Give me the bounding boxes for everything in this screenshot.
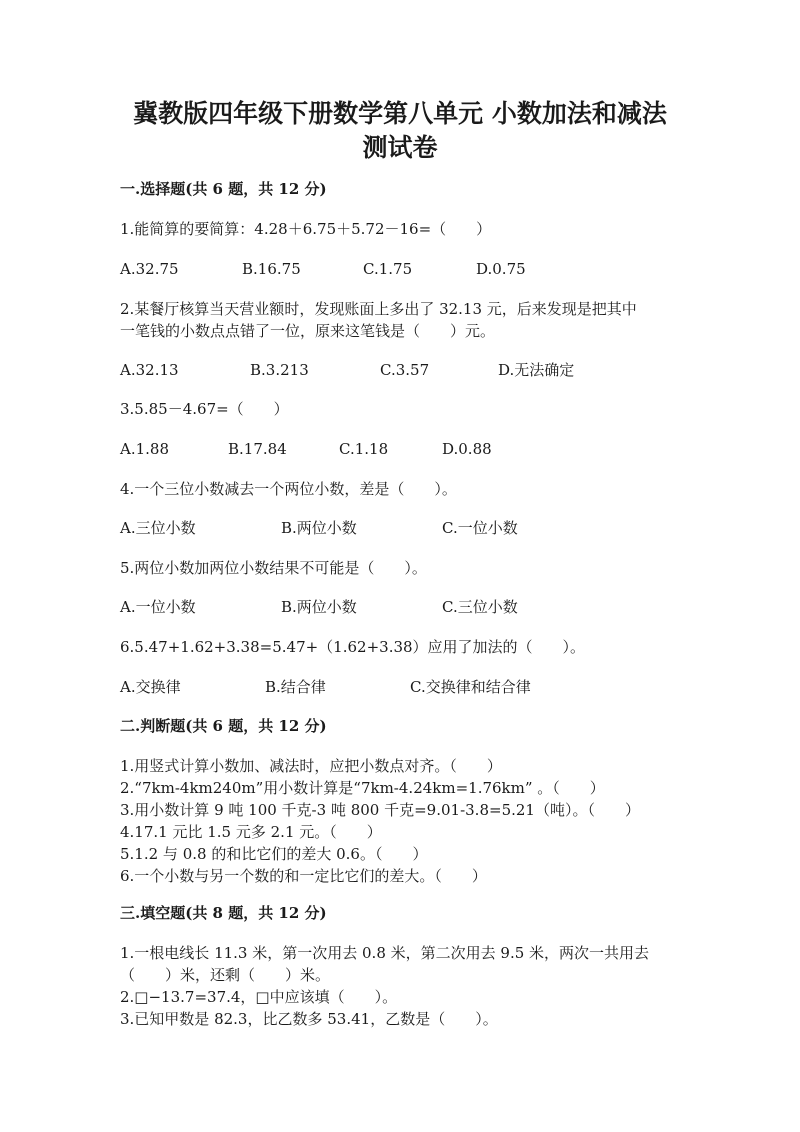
option-a: A.32.75 (120, 260, 179, 278)
option-c: C.1.75 (363, 260, 413, 278)
question-text: 2.某餐厅核算当天营业额时，发现账面上多出了 32.13 元，后来发现是把其中 (120, 300, 637, 318)
page-title-line2: 测试卷 (362, 133, 438, 162)
fill-blank-item-continued: （ ）米，还剩（ ）米。 (120, 966, 331, 984)
option-c: C.三位小数 (442, 598, 518, 616)
option-c: C.3.57 (380, 361, 430, 379)
fill-blank-item: 1.一根电线长 11.3 米，第一次用去 0.8 米，第二次用去 9.5 米，两次一共用去 (120, 944, 650, 962)
option-a: A.三位小数 (120, 519, 196, 537)
judgement-item: 5.1.2 与 0.8 的和比它们的差大 0.6。（ ） (120, 845, 428, 863)
option-b: B.结合律 (265, 678, 326, 696)
judgement-item: 1.用竖式计算小数加、减法时，应把小数点对齐。（ ） (120, 757, 502, 775)
question-text: 5.两位小数加两位小数结果不可能是（ ）。 (120, 559, 427, 577)
option-d: D.0.88 (442, 440, 492, 458)
option-a: A.32.13 (120, 361, 179, 379)
option-b: B.两位小数 (281, 598, 357, 616)
option-a: A.交换律 (120, 678, 181, 696)
option-d: D.0.75 (476, 260, 526, 278)
section-heading-true-false: 二.判断题(共 6 题，共 12 分) (120, 717, 327, 735)
option-d: D.无法确定 (498, 361, 575, 379)
question-text: 1.能简算的要简算：4.28＋6.75＋5.72－16=（ ） (120, 220, 492, 238)
question-text-continued: 一笔钱的小数点点错了一位，原来这笔钱是（ ）元。 (120, 322, 496, 340)
option-b: B.两位小数 (281, 519, 357, 537)
judgement-item: 4.17.1 元比 1.5 元多 2.1 元。（ ） (120, 823, 382, 841)
section-heading-fill-blank: 三.填空题(共 8 题，共 12 分) (120, 904, 327, 922)
option-c: C.1.18 (339, 440, 389, 458)
option-c: C.交换律和结合律 (410, 678, 531, 696)
question-text: 4.一个三位小数减去一个两位小数，差是（ ）。 (120, 480, 457, 498)
fill-blank-item: 2.□−13.7=37.4，□中应该填（ ）。 (120, 988, 398, 1006)
judgement-item: 3.用小数计算 9 吨 100 千克-3 吨 800 千克=9.01-3.8=5.21（吨）。（ ） (120, 801, 640, 819)
option-b: B.16.75 (242, 260, 301, 278)
fill-blank-item: 3.已知甲数是 82.3，比乙数多 53.41，乙数是（ ）。 (120, 1010, 498, 1028)
option-c: C.一位小数 (442, 519, 518, 537)
question-text: 6.5.47+1.62+3.38=5.47+（1.62+3.38）应用了加法的（ ）。 (120, 638, 586, 656)
page-title-line1: 冀教版四年级下册数学第八单元 小数加法和减法 (133, 99, 667, 128)
question-text: 3.5.85－4.67=（ ） (120, 400, 289, 418)
option-b: B.17.84 (228, 440, 287, 458)
judgement-item: 6.一个小数与另一个数的和一定比它们的差大。（ ） (120, 867, 487, 885)
section-heading-choice: 一.选择题(共 6 题，共 12 分) (120, 180, 327, 198)
judgement-item: 2.“7km-4km240m”用小数计算是“7km-4.24km=1.76km” 。（ ） (120, 779, 605, 797)
option-a: A.一位小数 (120, 598, 196, 616)
option-a: A.1.88 (120, 440, 169, 458)
option-b: B.3.213 (250, 361, 309, 379)
